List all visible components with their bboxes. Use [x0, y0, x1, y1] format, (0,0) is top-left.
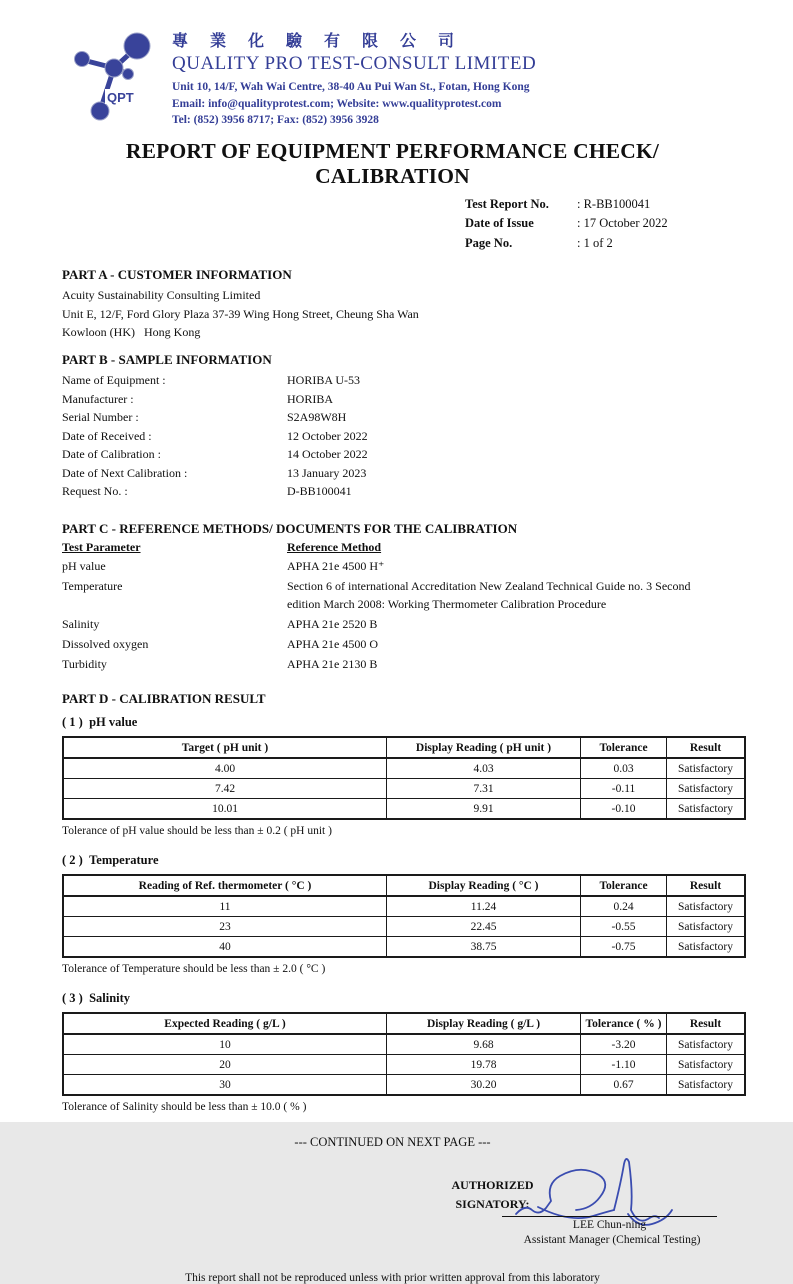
customer-address-1: Unit E, 12/F, Ford Glory Plaza 37-39 Wing Hong Street, Cheung Sha Wan — [62, 306, 419, 321]
col-header: Display Reading ( °C ) — [387, 875, 581, 896]
authorized-word: AUTHORIZED — [451, 1178, 534, 1193]
col-header: Result — [667, 737, 746, 758]
cell: -0.55 — [581, 917, 667, 937]
table-row — [63, 1034, 745, 1055]
method-do: APHA 21e 4500 O — [287, 637, 379, 652]
disclaimer: This report shall not be reproduced unless with prior written approval from this laboratory — [185, 1272, 600, 1284]
cell: -0.75 — [581, 937, 667, 958]
kv-row — [62, 445, 723, 464]
cell: 0.67 — [581, 1075, 667, 1096]
date-received-label: Date of Received : — [62, 428, 152, 443]
method-salinity: APHA 21e 2520 B — [287, 617, 378, 632]
report-info — [465, 195, 723, 253]
report-no-value: : R-BB100041 — [577, 197, 651, 212]
table-row — [63, 1075, 745, 1096]
parameter-ph: pH value — [62, 559, 106, 574]
cell: 38.75 — [387, 937, 581, 958]
signature-line — [502, 1216, 717, 1217]
method-row — [62, 655, 723, 673]
date-of-issue-value: : 17 October 2022 — [577, 216, 668, 231]
col-header: Reading of Ref. thermometer ( °C ) — [63, 875, 387, 896]
cell: 23 — [63, 917, 387, 937]
col-header: Tolerance — [581, 875, 667, 896]
cell: 7.31 — [387, 779, 581, 799]
signatory-title: Assistant Manager (Chemical Testing) — [523, 1234, 701, 1247]
page-no-label: Page No. — [465, 235, 513, 250]
cell: Satisfactory — [667, 1034, 746, 1055]
reference-method-header: Reference Method — [287, 540, 382, 555]
report-no-label: Test Report No. — [465, 197, 549, 212]
col-header: Tolerance — [581, 737, 667, 758]
temperature-table-header-row — [63, 875, 745, 896]
kv-row — [62, 408, 723, 427]
method-temperature: Section 6 of international Accreditation New Zealand Technical Guide no. 3 Second edition March 2008: Working Thermometer Calibration Procedure — [287, 579, 691, 612]
test-parameter-header: Test Parameter — [62, 540, 141, 555]
parameter-turbidity: Turbidity — [62, 657, 107, 672]
cell: -3.20 — [581, 1034, 667, 1055]
ph-table — [62, 736, 746, 820]
cell: 4.00 — [63, 758, 387, 779]
table-row — [63, 758, 745, 779]
report-info-row — [465, 195, 723, 214]
page-no-value: : 1 of 2 — [577, 235, 613, 250]
address-line: Unit 10, 14/F, Wah Wai Centre, 38-40 Au Pui Wan St., Fotan, Hong Kong — [172, 81, 530, 93]
report-title: REPORT OF EQUIPMENT PERFORMANCE CHECK/ CALIBRATION — [125, 139, 660, 189]
date-of-issue-label: Date of Issue — [465, 216, 534, 231]
part-c-heading: PART C - REFERENCE METHODS/ DOCUMENTS FOR THE CALIBRATION — [62, 521, 518, 537]
method-turbidity: APHA 21e 2130 B — [287, 657, 378, 672]
signatory-word: SIGNATORY: — [455, 1197, 530, 1212]
cell: -0.11 — [581, 779, 667, 799]
section-salinity-title: ( 3 ) Salinity — [62, 991, 131, 1006]
report-info-row — [465, 234, 723, 253]
cell: 10 — [63, 1034, 387, 1055]
method-row — [62, 577, 723, 613]
parameter-do: Dissolved oxygen — [62, 637, 149, 652]
col-header: Display Reading ( g/L ) — [387, 1013, 581, 1034]
cell: 9.91 — [387, 799, 581, 820]
kv-row — [62, 371, 723, 390]
section-ph-title: ( 1 ) pH value — [62, 715, 138, 730]
table-row — [63, 896, 745, 917]
table-row — [63, 937, 745, 958]
parameter-temperature: Temperature — [62, 579, 123, 594]
table-row — [63, 1055, 745, 1075]
company-address — [172, 79, 536, 129]
temperature-table — [62, 874, 746, 958]
cell: Satisfactory — [667, 758, 746, 779]
company-block — [172, 26, 536, 129]
part-a-heading: PART A - CUSTOMER INFORMATION — [62, 267, 292, 283]
part-c-column-headers — [62, 540, 723, 555]
salinity-table — [62, 1012, 746, 1096]
cell: 9.68 — [387, 1034, 581, 1055]
cell: 10.01 — [63, 799, 387, 820]
qpt-logo-icon — [62, 26, 162, 122]
salinity-tolerance-note: Tolerance of Salinity should be less than ± 10.0 ( % ) — [62, 1101, 307, 1114]
section-temperature-title: ( 2 ) Temperature — [62, 853, 159, 868]
ph-tolerance-note: Tolerance of pH value should be less than ± 0.2 ( pH unit ) — [62, 825, 332, 838]
table-row — [63, 917, 745, 937]
cell: 19.78 — [387, 1055, 581, 1075]
cell: 22.45 — [387, 917, 581, 937]
cell: Satisfactory — [667, 1075, 746, 1096]
cell: -1.10 — [581, 1055, 667, 1075]
kv-row — [62, 427, 723, 446]
date-calibration-value: 14 October 2022 — [287, 447, 368, 462]
kv-row — [62, 390, 723, 409]
part-d-heading: PART D - CALIBRATION RESULT — [62, 691, 266, 707]
request-no-label: Request No. : — [62, 484, 128, 499]
col-header: Target ( pH unit ) — [63, 737, 387, 758]
report-info-row — [465, 214, 723, 233]
manufacturer-value: HORIBA — [287, 391, 334, 406]
customer-info — [62, 286, 723, 342]
kv-row — [62, 464, 723, 483]
date-next-calibration-value: 13 January 2023 — [287, 465, 367, 480]
signature-block — [62, 1158, 723, 1268]
cell: 40 — [63, 937, 387, 958]
company-name-english: QUALITY PRO TEST-CONSULT LIMITED — [172, 53, 537, 74]
cell: Satisfactory — [667, 1055, 746, 1075]
kv-row — [62, 482, 723, 501]
cell: 30 — [63, 1075, 387, 1096]
equipment-value: HORIBA U-53 — [287, 372, 361, 387]
equipment-label: Name of Equipment : — [62, 372, 166, 387]
cell: 0.24 — [581, 896, 667, 917]
company-name-chinese: 專 業 化 驗 有 限 公 司 — [172, 33, 464, 50]
letterhead — [62, 26, 723, 129]
method-row — [62, 635, 723, 653]
ph-table-header-row — [63, 737, 745, 758]
cell: 7.42 — [63, 779, 387, 799]
cell: Satisfactory — [667, 779, 746, 799]
date-calibration-label: Date of Calibration : — [62, 447, 161, 462]
cell: Satisfactory — [667, 896, 746, 917]
email-website-line: Email: info@qualityprotest.com; Website: www.qualityprotest.com — [172, 97, 502, 110]
cell: 11 — [63, 896, 387, 917]
manufacturer-label: Manufacturer : — [62, 391, 134, 406]
part-b-heading: PART B - SAMPLE INFORMATION — [62, 351, 272, 367]
table-row — [63, 779, 745, 799]
col-header: Expected Reading ( g/L ) — [63, 1013, 387, 1034]
logo-text: QPT — [107, 90, 134, 105]
col-header: Result — [667, 1013, 746, 1034]
cell: 20 — [63, 1055, 387, 1075]
col-header: Tolerance ( % ) — [581, 1013, 667, 1034]
cell: 0.03 — [581, 758, 667, 779]
method-ph: APHA 21e 4500 H⁺ — [287, 559, 385, 574]
cell: -0.10 — [581, 799, 667, 820]
tel-fax-line: Tel: (852) 3956 8717; Fax: (852) 3956 3928 — [172, 114, 379, 127]
request-no-value: D-BB100041 — [287, 484, 352, 499]
serial-label: Serial Number : — [62, 410, 139, 425]
customer-address-2: Kowloon (HK) Hong Kong — [62, 325, 201, 340]
salinity-table-header-row — [63, 1013, 745, 1034]
cell: Satisfactory — [667, 937, 746, 958]
method-row — [62, 557, 723, 575]
date-received-value: 12 October 2022 — [287, 428, 368, 443]
cell: 11.24 — [387, 896, 581, 917]
cell: Satisfactory — [667, 917, 746, 937]
temperature-tolerance-note: Tolerance of Temperature should be less than ± 2.0 ( °C ) — [62, 963, 326, 976]
cell: 30.20 — [387, 1075, 581, 1096]
customer-name: Acuity Sustainability Consulting Limited — [62, 288, 261, 303]
parameter-salinity: Salinity — [62, 617, 100, 632]
sample-info — [62, 371, 723, 501]
method-row — [62, 615, 723, 633]
signatory-name: LEE Chun-ning — [572, 1219, 647, 1232]
cell: Satisfactory — [667, 799, 746, 820]
col-header: Result — [667, 875, 746, 896]
col-header: Display Reading ( pH unit ) — [387, 737, 581, 758]
table-row — [63, 799, 745, 820]
date-next-calibration-label: Date of Next Calibration : — [62, 465, 188, 480]
cell: 4.03 — [387, 758, 581, 779]
serial-value: S2A98W8H — [287, 410, 347, 425]
continued-on-next-page: --- CONTINUED ON NEXT PAGE --- — [294, 1135, 491, 1150]
